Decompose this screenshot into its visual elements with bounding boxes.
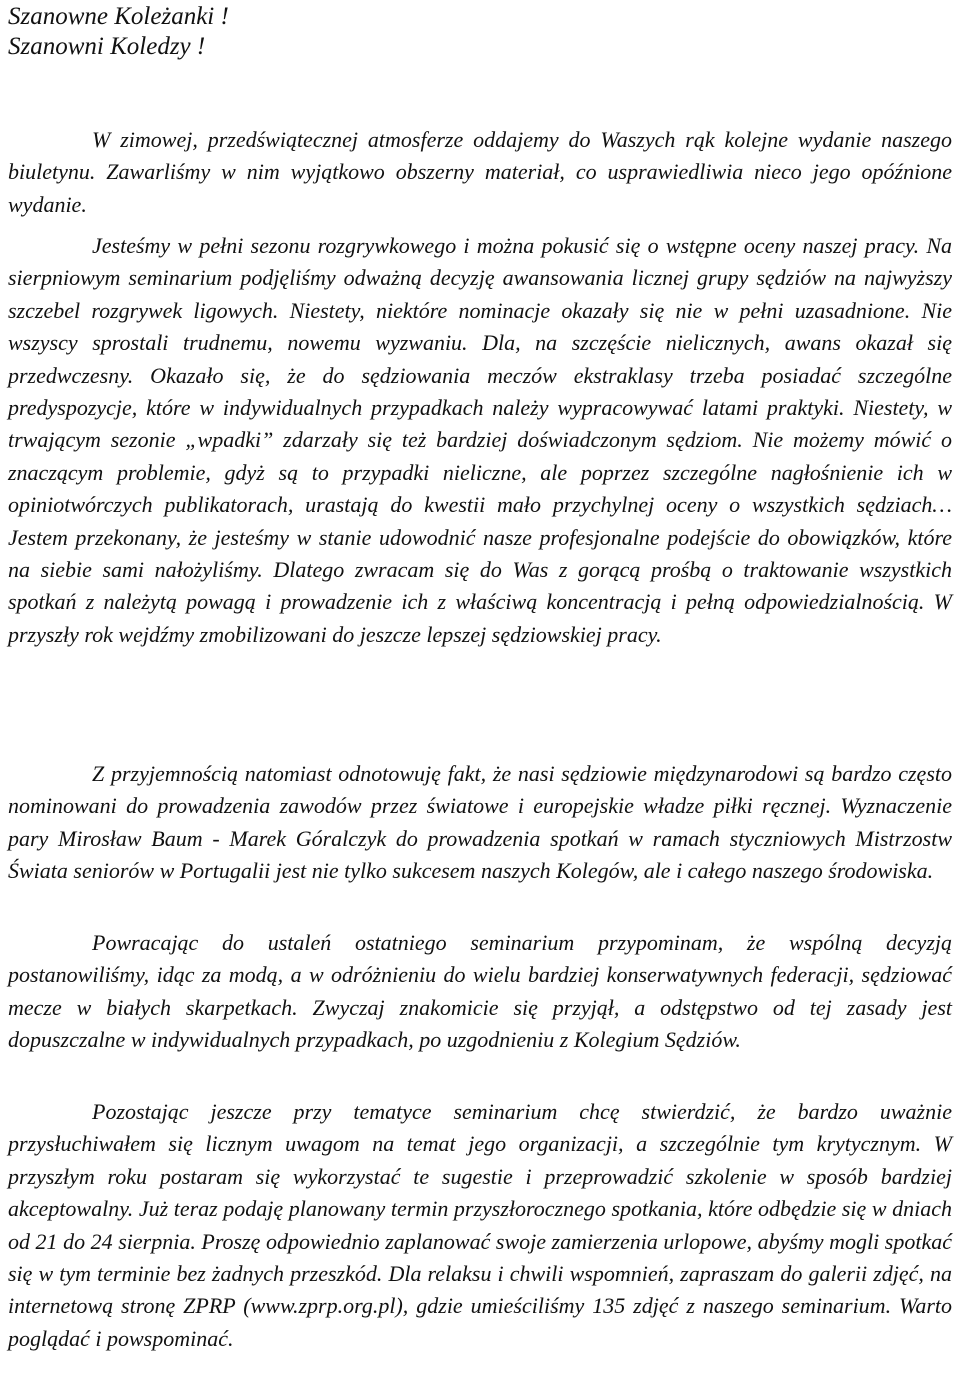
paragraph-seminar-feedback: Pozostając jeszcze przy tematyce seminarium chcę stwierdzić, że bardzo uważnie przysłuchiwałem się licznym uwagom na temat jego organizacji, a szczególnie tym krytycznym. W przyszłym roku postaram się wykorzystać te sugestie i przeprowadzić szkolenie w sposób bardziej akceptowalny. Już teraz podaję planowany termin przyszłorocznego spotkania, które odbędzie się w dniach od 21 do 24 sierpnia. Proszę odpowiednio zaplanować swoje zamierzenia urlopowe, abyśmy mogli spotkać się w tym terminie bez żadnych przeszkód. Dla relaksu i chwili wspomnień, zapraszam do galerii zdjęć, na internetową stronę ZPRP (www.zprp.org.pl), gdzie umieściliśmy 135 zdjęć z naszego seminarium. Warto poglądać i powspominać.: [8, 1099, 952, 1351]
paragraph-intro: W zimowej, przedświątecznej atmosferze oddajemy do Waszych rąk kolejne wydanie naszego biuletynu. Zawarliśmy w nim wyjątkowo obszerny materiał, co usprawiedliwia nieco jego opóźnione wydanie.: [8, 127, 952, 217]
paragraph-white-socks: Powracając do ustaleń ostatniego seminarium przypominam, że wspólną decyzją postanowiliśmy, idąc za modą, a w odróżnieniu do wielu bardziej konserwatywnych federacji, sędziować mecze w białych skarpetkach. Zwyczaj znakomicie się przyjął, a odstępstwo od tej zasady jest dopuszczalne w indywidualnych przypadkach, po uzgodnieniu z Kolegium Sędziów.: [8, 930, 952, 1053]
paragraph-season-assessment: Jesteśmy w pełni sezonu rozgrywkowego i można pokusić się o wstępne oceny naszej pracy. Na sierpniowym seminarium podjęliśmy odważną decyzję awansowania licznej grupy sędziów na najwyższy szczebel rozgrywek ligowych. Niestety, niektóre nominacje okazały się nie w pełni uzasadnione. Nie wszyscy sprostali trudnemu, nowemu wyzwaniu. Dla, na szczęście nielicznych, awans okazał się przedwczesny. Okazało się, że do sędziowania meczów ekstraklasy trzeba posiadać szczególne predyspozycje, które w indywidualnych przypadkach należy wypracowywać latami praktyki. Niestety, w trwającym sezonie „wpadki” zdarzały się też bardziej doświadczonym sędziom. Nie możemy mówić o znaczącym problemie, gdyż są to przypadki nieliczne, ale poprzez szczególne nagłośnienie ich w opiniotwórczych publikatorach, urastają do kwestii mało przychylnej oceny o wszystkich sędziach… Jestem przekonany, że jesteśmy w stanie udowodnić nasze profesjonalne podejście do obowiązków, które na siebie sami nałożyliśmy. Dlatego zwracam się do Was z gorącą prośbą o traktowanie wszystkich spotkań z należytą powagą i prowadzenie ich z właściwą koncentracją i pełną odpowiedzialnością. W przyszły rok wejdźmy zmobilizowani do jeszcze lepszej sędziowskiej pracy.: [8, 233, 952, 647]
greeting-line-2: Szanowni Koledzy !: [8, 33, 206, 60]
paragraph-international-referees: Z przyjemnością natomiast odnotowuję fakt, że nasi sędziowie międzynarodowi są bardzo często nominowani do prowadzenia zawodów przez światowe i europejskie władze piłki ręcznej. Wyznaczenie pary Mirosław Baum - Marek Góralczyk do prowadzenia spotkań w ramach styczniowych Mistrzostw Świata seniorów w Portugalii jest nie tylko sukcesem naszych Kolegów, ale i całego naszego środowiska.: [8, 761, 952, 884]
greeting-line-1: Szanowne Koleżanki !: [8, 3, 229, 30]
